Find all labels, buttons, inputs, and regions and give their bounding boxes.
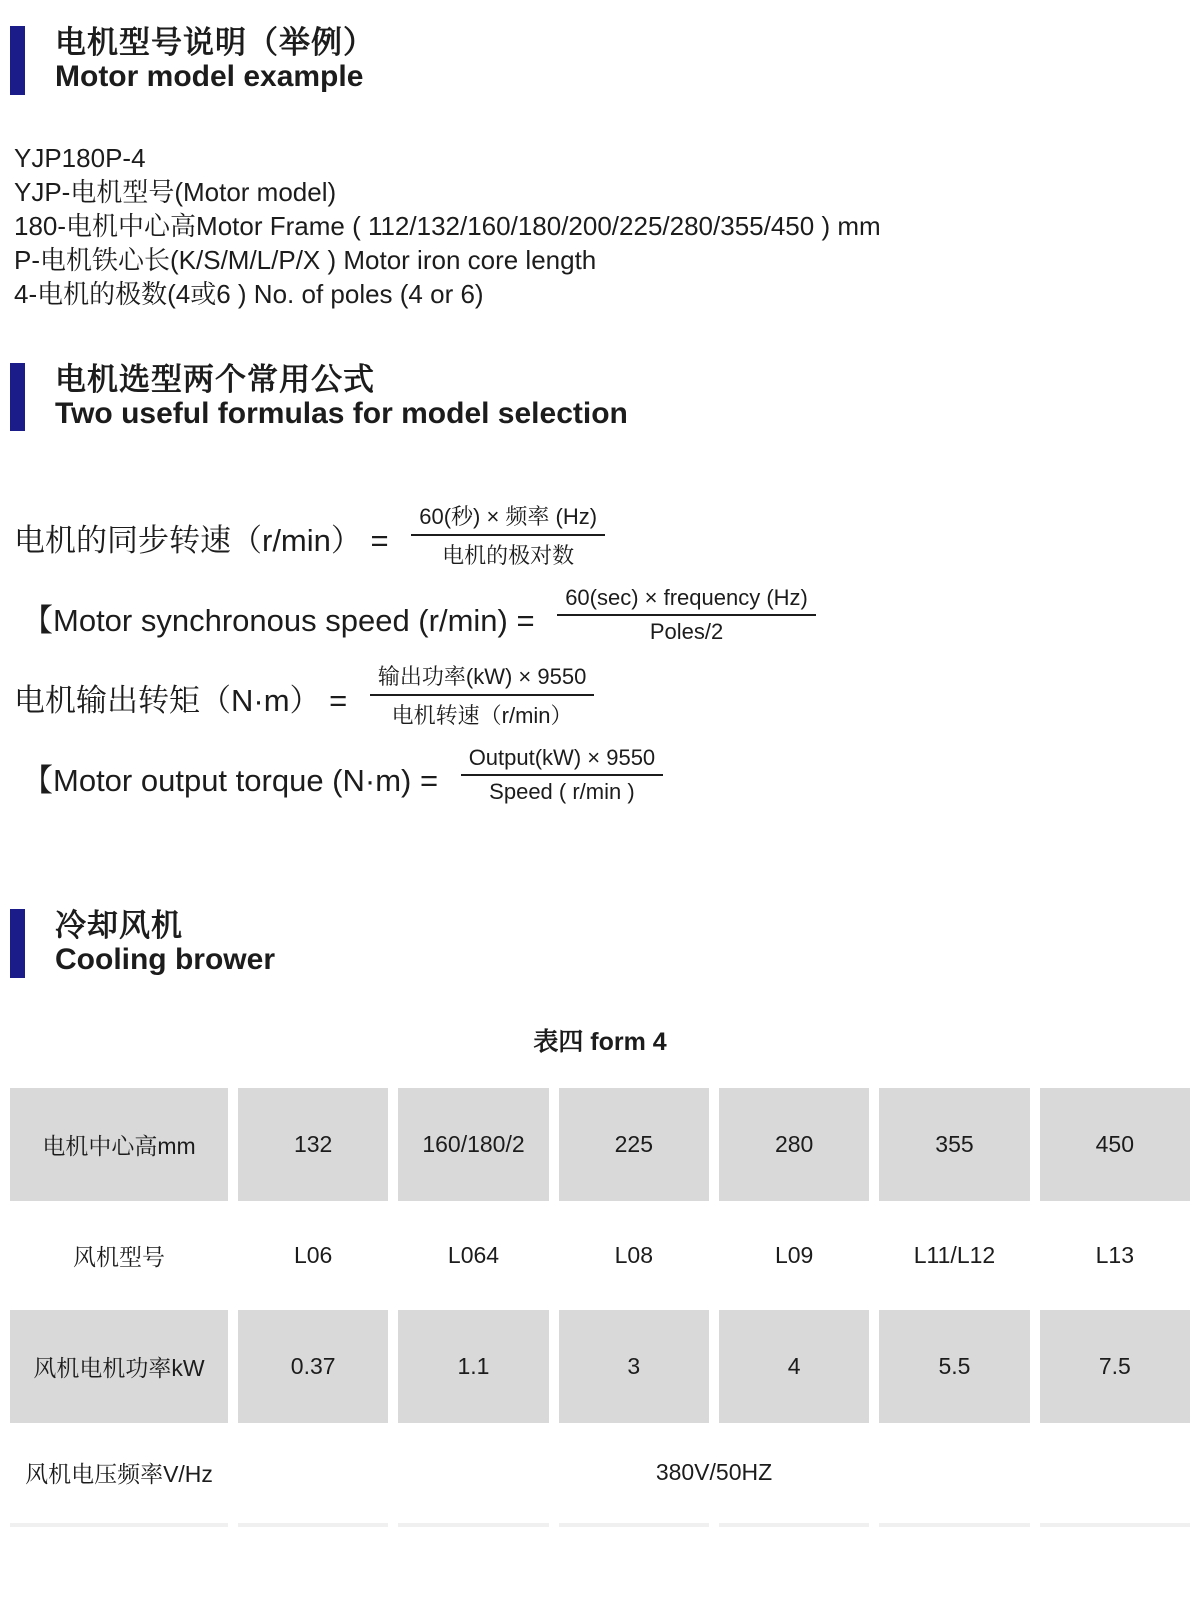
cell-edge [879, 1523, 1029, 1527]
formula-output-torque-en [14, 737, 1200, 817]
formula-numerator: 60(秒) × 频率 (Hz) [411, 500, 605, 536]
motor-model-description [14, 141, 1200, 311]
model-code-line: YJP180P-4 [14, 142, 146, 173]
table-cell: L06 [293, 1241, 333, 1268]
formula-numerator: Output(kW) × 9550 [461, 745, 663, 776]
formula-numerator: 输出功率(kW) × 9550 [370, 660, 594, 696]
formula-fraction [461, 745, 663, 805]
table-cell: 160/180/2 [398, 1088, 548, 1201]
cell-edge [559, 1523, 709, 1527]
table-cell: 1.1 [398, 1310, 548, 1423]
formula-fraction [370, 660, 594, 730]
formula-denominator: 电机转速（r/min） [391, 703, 573, 729]
table-row-fan-power [10, 1310, 1190, 1423]
table-cell: L13 [1095, 1241, 1134, 1268]
table-cell: 450 [1040, 1088, 1190, 1201]
section-titles [55, 909, 275, 978]
table-row-frame-height [10, 1088, 1190, 1201]
table-cell: 3 [559, 1310, 709, 1423]
table-cell: 5.5 [879, 1310, 1029, 1423]
section2-title-en: Two useful formulas for model selection [55, 396, 628, 430]
section-cooling-header [10, 909, 1200, 978]
table-cell: L11/L12 [913, 1241, 996, 1268]
table-row-fan-model [10, 1201, 1190, 1310]
formula-denominator: Poles/2 [649, 619, 724, 645]
table-cell: 132 [238, 1088, 388, 1201]
formula-sync-speed-zh [14, 497, 1200, 577]
formula-denominator: 电机的极对数 [442, 543, 575, 569]
section-accent-bar [10, 909, 25, 978]
table-cell: 0.37 [238, 1310, 388, 1423]
section3-title-zh: 冷却风机 [55, 908, 183, 944]
formula-fraction [411, 500, 605, 570]
formula-lhs: 【Motor synchronous speed (r/min) = [22, 602, 544, 638]
formula-output-torque-zh [14, 657, 1200, 737]
formula-denominator: Speed ( r/min ) [489, 779, 635, 805]
table-cell: L09 [774, 1241, 814, 1268]
cropped-next-row-edge [10, 1523, 1190, 1527]
row-header-cell: 风机电机功率kW [10, 1310, 228, 1423]
section-titles [55, 26, 375, 95]
cell-edge [719, 1523, 869, 1527]
cell-edge [1040, 1523, 1190, 1527]
table-cell: L064 [447, 1241, 500, 1268]
table-cell: 7.5 [1040, 1310, 1190, 1423]
model-prefix-line: YJP-电机型号(Motor model) [14, 176, 337, 207]
cell-edge [398, 1523, 548, 1527]
cell-edge [238, 1523, 388, 1527]
section-motor-model-header [10, 26, 1200, 95]
formula-numerator: 60(sec) × frequency (Hz) [557, 585, 816, 616]
formula-fraction [557, 585, 816, 645]
cell-edge [10, 1523, 228, 1527]
row-header-cell: 风机型号 [73, 1243, 165, 1270]
poles-line: 4-电机的极数(4或6 ) No. of poles (4 or 6) [14, 278, 484, 309]
core-length-line: P-电机铁心长(K/S/M/L/P/X ) Motor iron core length [14, 244, 597, 275]
section2-title-zh: 电机选型两个常用公式 [55, 361, 375, 397]
formula-sync-speed-en [14, 577, 1200, 657]
formula-list [14, 497, 1200, 817]
section-accent-bar [10, 363, 25, 432]
formula-lhs: 【Motor output torque (N·m) = [22, 762, 447, 798]
section1-title-zh: 电机型号说明（举例） [55, 25, 375, 60]
section-titles [55, 363, 628, 432]
table-cell: 355 [879, 1088, 1029, 1201]
section3-title-en: Cooling brower [55, 943, 275, 977]
formula-lhs: 电机的同步转速（r/min） = [14, 522, 398, 558]
table-cell: 225 [559, 1088, 709, 1201]
formula-lhs: 电机输出转矩（N·m） = [14, 682, 356, 718]
table-cell: L08 [614, 1241, 653, 1268]
table-cell: 280 [719, 1088, 869, 1201]
voltage-frequency-value: 380V/50HZ [655, 1459, 773, 1486]
row-header-cell: 电机中心高mm [10, 1088, 228, 1201]
table-row-voltage-frequency [10, 1423, 1190, 1523]
section-accent-bar [10, 26, 25, 95]
frame-size-line: 180-电机中心高Motor Frame ( 112/132/160/180/200/225/280/355/450 ) mm [14, 210, 881, 241]
section-formulas-header [10, 363, 1200, 432]
cooling-fan-table [10, 1088, 1190, 1527]
table-title: 表四 form 4 [533, 1027, 667, 1056]
section1-title-en: Motor model example [55, 60, 364, 94]
row-header-cell: 风机电压频率V/Hz [25, 1461, 213, 1488]
table-cell: 4 [719, 1310, 869, 1423]
